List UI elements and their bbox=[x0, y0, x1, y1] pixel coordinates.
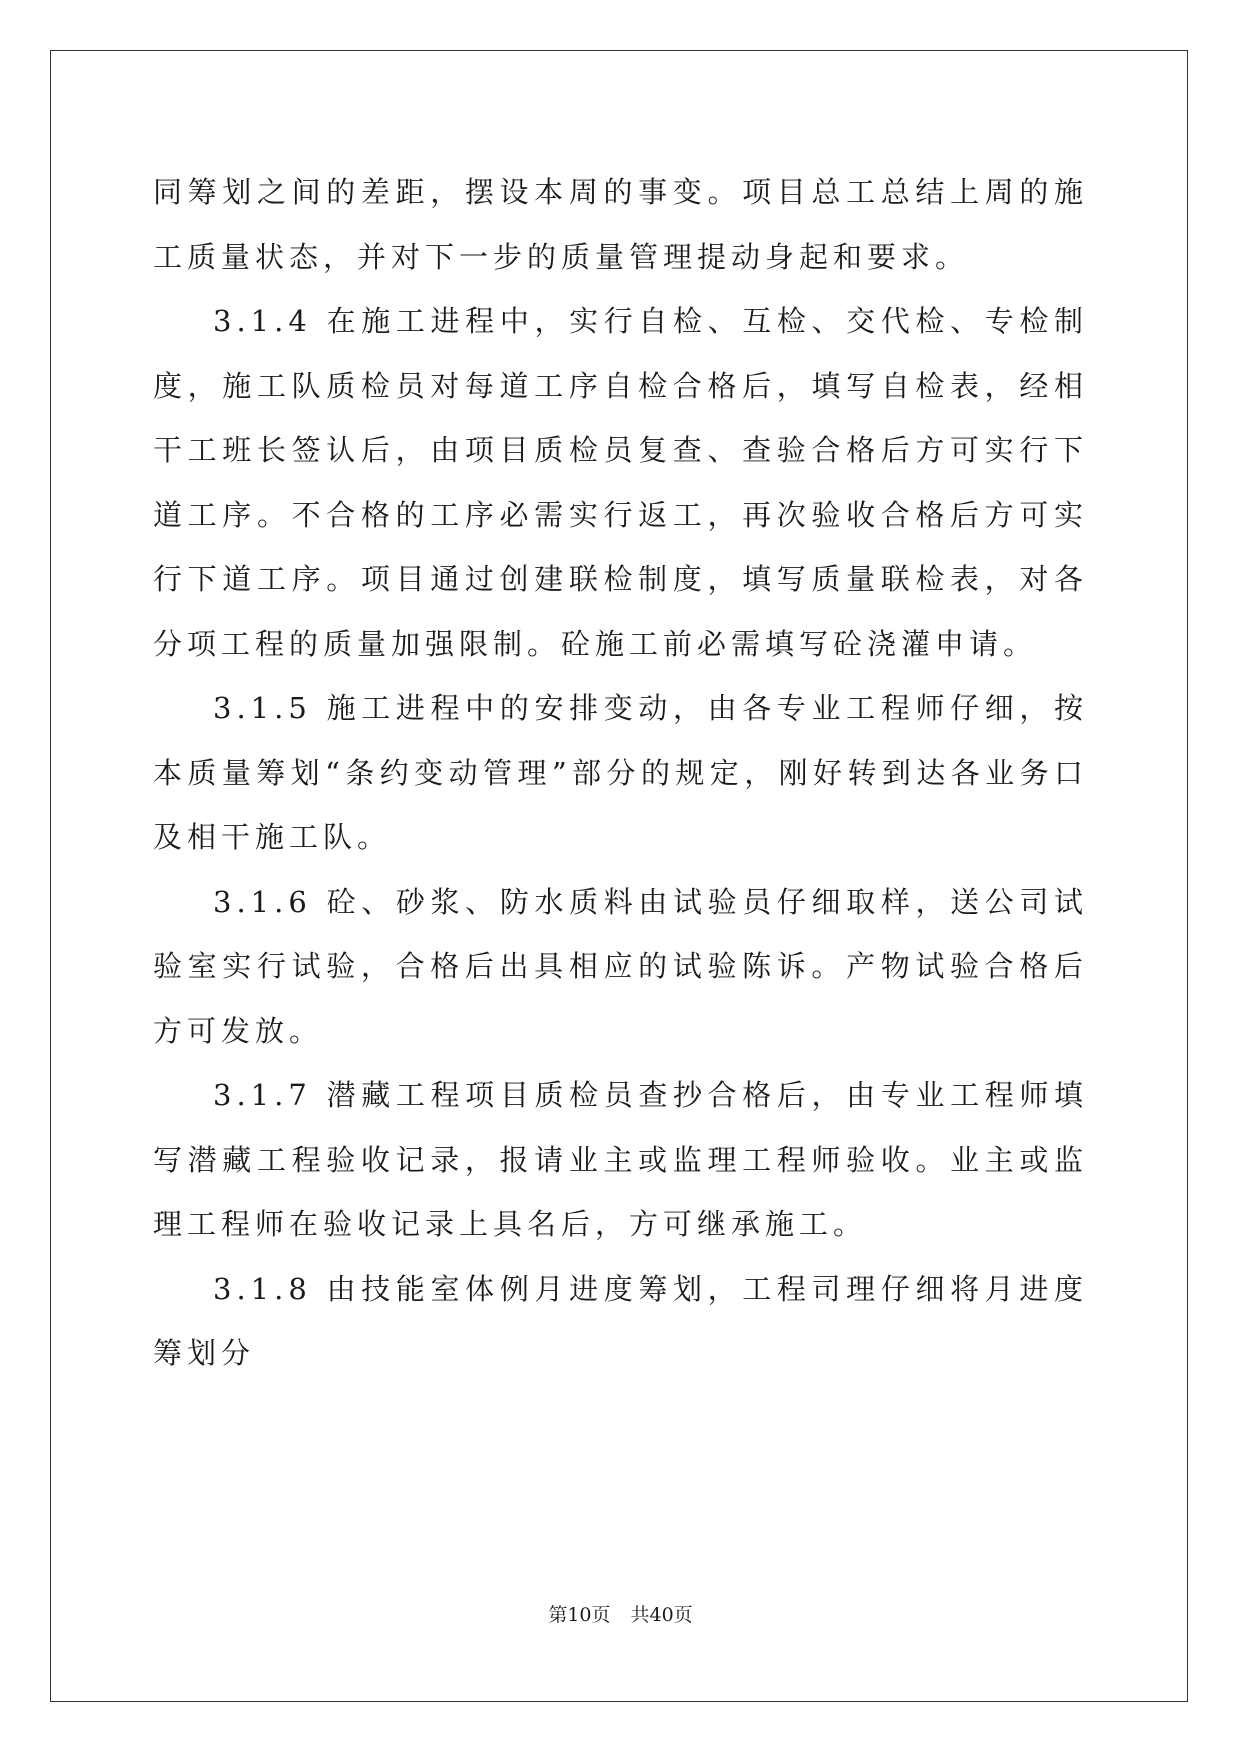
paragraph-3-1-8: 3.1.8 由技能室体例月进度筹划，工程司理仔细将月进度筹划分 bbox=[153, 1271, 1088, 1370]
paragraph-3-1-7: 3.1.7 潜藏工程项目质检员查抄合格后，由专业工程师填写潜藏工程验收记录，报请业主或监理工程师验收。业主或监理工程师在验收记录上具名后，方可继承施工。 bbox=[153, 1078, 1088, 1241]
paragraph-3-1-5: 3.1.5 施工进程中的安排变动，由各专业工程师仔细，按本质量筹划“条约变动管理”部分的规定，刚好转到达各业务口及相干施工队。 bbox=[153, 691, 1088, 854]
page-footer bbox=[0, 1600, 1241, 1627]
document-body bbox=[153, 160, 1088, 1386]
paragraph-3-1-6: 3.1.6 砼、砂浆、防水质料由试验员仔细取样，送公司试验室实行试验，合格后出具相应的试验陈诉。产物试验合格后方可发放。 bbox=[153, 884, 1088, 1048]
paragraph-continued: 同筹划之间的差距，摆设本周的事变。项目总工总结上周的施工质量状态，并对下一步的质量管理提动身起和要求。 bbox=[153, 175, 1088, 274]
total-pages-label: 共40页 bbox=[630, 1604, 693, 1626]
paragraph-3-1-4: 3.1.4 在施工进程中，实行自检、互检、交代检、专检制度，施工队质检员对每道工序自检合格后，填写自检表，经相干工班长签认后，由项目质检员复查、查验合格后方可实行下道工序。不合格的工序必需实行返工，再次验收合格后方可实行下道工序。项目通过创建联检制度，填写质量联检表，对各分项工程的质量加强限制。砼施工前必需填写砼浇灌申请。 bbox=[153, 304, 1088, 661]
current-page-label: 第10页 bbox=[548, 1604, 611, 1626]
